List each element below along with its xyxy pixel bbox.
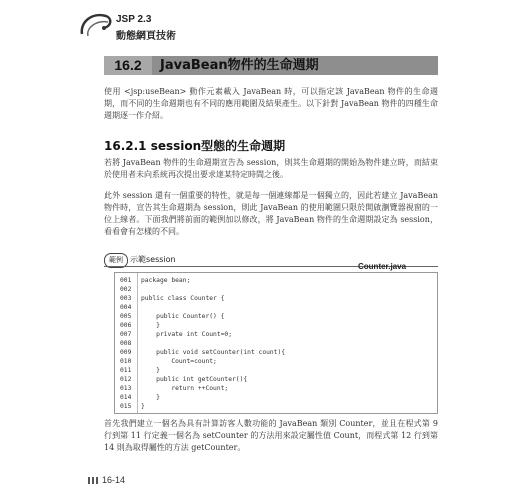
code-line-number: 015	[120, 403, 132, 410]
section-heading-bar	[104, 56, 438, 75]
code-line-number: 008	[120, 340, 132, 347]
footer-marker-icon	[88, 477, 98, 484]
code-line-number: 011	[120, 367, 132, 374]
code-line-text: private int Count=0;	[141, 331, 232, 338]
section-number: 16.2	[104, 56, 152, 75]
book-header	[78, 8, 238, 48]
code-line-text: public int getCounter(){	[141, 376, 248, 383]
code-line-number: 012	[120, 376, 132, 383]
code-line-number: 010	[120, 358, 132, 365]
section-title: JavaBean物件的生命週期	[160, 58, 319, 73]
code-line-number: 004	[120, 304, 132, 311]
header-line1: JSP 2.3	[116, 14, 152, 25]
code-line-number: 013	[120, 385, 132, 392]
example-label: 示範session	[130, 255, 176, 264]
code-line-text: public Counter() {	[141, 313, 225, 320]
paragraph-1: 若將 JavaBean 物件的生命週期宣告為 session，則其生命週期的開始為物件建立時，而結束於使用者未向系統再次提出要求達某特定時間之後。	[104, 158, 438, 179]
code-line	[115, 402, 435, 412]
paragraph-2: 此外 session 還有一個重要的特性，就是每一個連線都是一個獨立的，因此若建立 JavaBean 物件時，宣告其生命週期為 session，則此 JavaBean 的使用範圍只限於開啟瀏覽器視窗的一位上線者。下面我們將前面的範例加以修改，將 JavaBean 物件的生命週期設定為 session，看看會有怎樣的不同。	[104, 191, 438, 236]
code-line-text: return ++Count;	[141, 385, 229, 392]
paragraph-3: 首先我們建立一個名為具有計算訪客人數功能的 JavaBean 類別 Counter，並且在程式第 9 行到第 11 行定義一個名為 setCounter 的方法用來設定屬性值 Count，而程式第 12 行到第 14 則為取得屬性的方法 getCounter。	[104, 419, 438, 452]
code-line-text: Count=count;	[141, 358, 217, 365]
code-line-text: public void setCounter(int count){	[141, 349, 286, 356]
code-listing	[114, 272, 438, 414]
swirl-logo-icon	[78, 10, 114, 40]
code-line-text: }	[141, 403, 145, 410]
code-line-text: }	[141, 367, 160, 374]
intro-paragraph: 使用 <jsp:useBean> 動作元素載入 JavaBean 時，可以指定該 JavaBean 物件的生命週期，而不同的生命週期也有不同的應用範圍及結果產生。以下針對 JavaBean 物件的四種生命週期逐一作介紹。	[104, 87, 438, 120]
code-line-number: 005	[120, 313, 132, 320]
code-line-text: public class Counter {	[141, 295, 225, 302]
code-line-text: }	[141, 394, 160, 401]
code-line-number: 006	[120, 322, 132, 329]
code-line-text: }	[141, 322, 160, 329]
code-line-number: 009	[120, 349, 132, 356]
code-line-number: 002	[120, 286, 132, 293]
code-line-number: 007	[120, 331, 132, 338]
page-number: 16-14	[102, 475, 126, 485]
code-line-text: package bean;	[141, 277, 191, 284]
code-line-number: 014	[120, 394, 132, 401]
subsection-title: 16.2.1 session型態的生命週期	[104, 139, 286, 153]
example-badge: 範例	[104, 253, 128, 268]
header-line2: 動態網頁技術	[116, 31, 176, 42]
code-line-number: 003	[120, 295, 132, 302]
page-footer	[88, 474, 148, 486]
code-line-number: 001	[120, 277, 132, 284]
code-filename: Counter.java	[358, 262, 407, 271]
